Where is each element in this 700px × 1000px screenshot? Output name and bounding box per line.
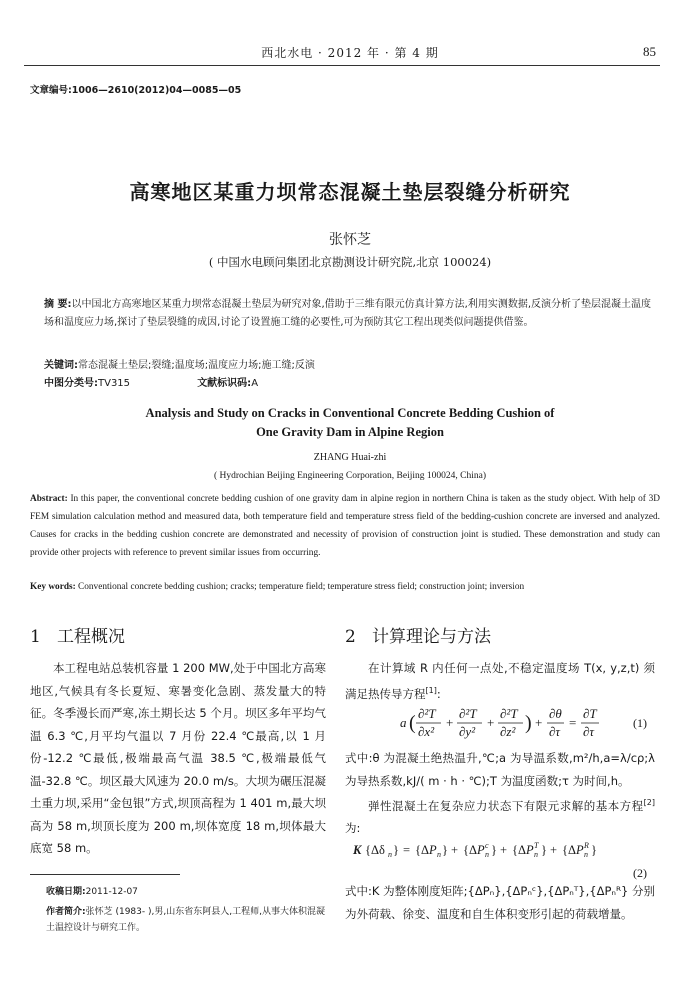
section1-title: 工程概况 (57, 627, 126, 647)
svg-text:{Δδ: {Δδ (365, 843, 385, 857)
svg-text:P: P (429, 843, 437, 857)
svg-text:{Δ: {Δ (463, 843, 478, 857)
bio-label: 作者简介: (46, 907, 86, 917)
svg-text:∂z²: ∂z² (500, 724, 516, 739)
svg-text:∂τ: ∂τ (549, 724, 561, 739)
svg-text:=: = (569, 715, 577, 730)
section2-para3 (345, 792, 655, 840)
english-author: ZHANG Huai-zhi (313, 452, 387, 463)
header-rule (24, 65, 660, 66)
classification-row (44, 374, 660, 389)
svg-text:+: + (550, 843, 558, 857)
svg-text:+: + (500, 843, 508, 857)
section2-para1-text: 在计算域 R 内任何一点处,不稳定温度场 T(x, y,z,t) 须满足热传导方程 (345, 661, 655, 701)
equation-1-number: (1) (633, 716, 647, 730)
footnote-rule (30, 874, 180, 875)
svg-text:+: + (446, 715, 454, 730)
svg-text:+: + (535, 715, 543, 730)
svg-text:{Δ: {Δ (512, 843, 527, 857)
svg-text:{Δ: {Δ (415, 843, 430, 857)
svg-text:(: ( (409, 712, 416, 734)
abstract-cn (44, 296, 660, 332)
abstract-en (30, 490, 660, 562)
equation-1-graphic (345, 703, 655, 743)
svg-text:∂x²: ∂x² (418, 724, 435, 739)
abstract-cn-label: 摘 要: (44, 299, 72, 310)
svg-text:n: n (584, 850, 588, 859)
section1-number: 1 (30, 627, 41, 647)
paper-title: 高寒地区某重力坝常态混凝土垫层裂缝分析研究 (129, 180, 571, 204)
section2-body-end (345, 880, 655, 925)
svg-text:}: } (491, 843, 497, 857)
svg-text:P: P (526, 843, 534, 857)
section1-body (30, 657, 326, 860)
english-title-line1: Analysis and Study on Cracks in Conventional Concrete Bedding Cushion of (145, 406, 555, 420)
clc-value: TV315 (98, 378, 131, 389)
section2-para1-end: : (436, 686, 441, 701)
svg-text:{Δ: {Δ (562, 843, 577, 857)
section1-paragraph: 本工程电站总装机容量 1 200 MW,处于中国北方高寒地区,气候具有冬长夏短、寒暑变化急剧、蒸发量大的特征。冬季漫长而严寒,冻土期长达 5 个月。坝区多年平均气温 6.3 ℃,月平均气温以 7 月份 22.4 ℃最高,以 1 月份-12.2 ℃最低,极端最高气温 38.5 ℃,极端最低气温-32.8 ℃。坝区最大风速为 20.0 m/s。大坝为碾压混凝土重力坝,采用“金包银”方式,坝顶高程为 1 401 m,最大坝高为 58 m,坝顶长度为 200 m,坝体宽度 18 m,坝体最大底宽 58 m。 (30, 661, 326, 855)
section2-para2: 式中:θ 为混凝土绝热温升,℃;a 为导温系数,m²/h,a=λ/cρ;λ 为导热系数,kJ/( m · h · ℃);T 为温度函数;τ 为时间,h。 (345, 751, 655, 788)
page-number: 85 (643, 44, 656, 59)
english-affiliation: ( Hydrochian Beijing Engineering Corporation, Beijing 100024, China) (213, 471, 487, 481)
section2-title: 计算理论与方法 (372, 627, 492, 647)
english-title-line2: One Gravity Dam in Alpine Region (256, 425, 444, 439)
svg-text:∂τ: ∂τ (583, 724, 595, 739)
abstract-cn-text: 以中国北方高寒地区某重力坝常态混凝土垫层为研究对象,借助于三维有限元仿真计算方法,利用实测数据,反演分析了垫层混凝土温度场和温度应力场,探讨了垫层裂缝的成因,讨论了设置施工缝的必要性,可为预防其它工程出现类似问题提供借鉴。 (44, 299, 652, 328)
english-title (0, 404, 700, 442)
section2-body (345, 657, 655, 705)
svg-text:n: n (534, 850, 538, 859)
svg-text:c: c (485, 841, 489, 850)
svg-text:}: } (442, 843, 448, 857)
keywords-cn-label: 关键词: (44, 360, 78, 371)
received-label: 收稿日期: (46, 887, 86, 897)
section2-para3-end: 为: (345, 821, 361, 836)
ref-1: [1] (425, 685, 437, 695)
doc-code-label: 文献标识码: (197, 378, 252, 389)
keywords-en-label: Key words: (30, 582, 76, 592)
footnote (30, 884, 326, 936)
svg-text:n: n (388, 850, 392, 859)
keywords-cn (44, 356, 660, 371)
svg-text:}: } (393, 843, 399, 857)
section2-number: 2 (345, 627, 356, 647)
bio-value: 张怀芝 (1983- ),男,山东省东阿县人,工程师,从事大体积混凝土温控设计与研究工作。 (46, 907, 325, 933)
svg-text:P: P (477, 843, 485, 857)
svg-text:): ) (525, 712, 532, 734)
svg-text:∂²T: ∂²T (459, 706, 477, 721)
svg-text:a: a (400, 715, 407, 730)
keywords-en (30, 582, 660, 592)
abstract-en-label: Abstract: (30, 494, 68, 504)
svg-text:+: + (487, 715, 495, 730)
keywords-en-text: Conventional concrete bedding cushion; cracks; temperature field; temperature stress field; construction joint; inversion (75, 582, 525, 592)
clc-label: 中图分类号: (44, 378, 98, 389)
equation-2 (345, 838, 655, 880)
abstract-en-text: In this paper, the conventional concrete bedding cushion of one gravity dam in alpine region in northern China is taken as the study object. With help of 3D FEM simulation calculation method and measured data, both temperature field and temperature stress field of the bedding-cushion concrete are inversed and analyzed. Causes for cracks in the bedding cushion concrete are demonstrated and necessity of provision of construction joint is studied. These demonstration and study can provide other projects with reference to prevent similar issues from occurring. (30, 494, 660, 558)
equation-2-number: (2) (633, 866, 647, 880)
svg-text:n: n (485, 850, 489, 859)
section2-para4: 式中:K 为整体刚度矩阵;{ΔPₙ},{ΔPₙᶜ},{ΔPₙᵀ},{ΔPₙᴿ} 分别为外荷载、徐变、温度和自生体积变形引起的荷载增量。 (345, 884, 655, 921)
svg-text:∂y²: ∂y² (459, 724, 476, 739)
svg-text:∂θ: ∂θ (549, 706, 562, 721)
article-number: 文章编号:1006—2610(2012)04—0085—05 (30, 85, 242, 96)
svg-text:n: n (437, 850, 441, 859)
svg-text:P: P (576, 843, 584, 857)
svg-text:+: + (451, 843, 459, 857)
section1-heading (30, 622, 125, 647)
svg-text:T: T (534, 841, 539, 850)
doc-code-value: A (251, 378, 259, 389)
keywords-cn-text: 常态混凝土垫层;裂缝;温度场;温度应力场;施工缝;反演 (78, 360, 315, 371)
svg-text:∂²T: ∂²T (418, 706, 436, 721)
received-value: 2011-12-07 (85, 887, 138, 897)
section2-para1 (345, 657, 655, 705)
author-name: 张怀芝 (329, 232, 371, 248)
section2-body-cont (345, 747, 655, 840)
equation-2-graphic (345, 838, 655, 862)
svg-text:}: } (541, 843, 547, 857)
svg-text:}: } (591, 843, 597, 857)
journal-header: 西北水电 · 2012 年 · 第 4 期 (261, 46, 439, 60)
ref-2: [2] (643, 798, 655, 807)
section2-heading (345, 622, 491, 647)
svg-text:R: R (584, 841, 589, 850)
equation-1 (345, 703, 655, 743)
svg-text:∂²T: ∂²T (500, 706, 518, 721)
svg-text:K: K (353, 843, 362, 857)
section2-para3-text: 弹性混凝土在复杂应力状态下有限元求解的基本方程 (368, 798, 644, 813)
svg-text:∂T: ∂T (583, 706, 597, 721)
svg-text:=: = (403, 843, 411, 857)
author-affiliation: ( 中国水电顾问集团北京勘测设计研究院,北京 100024) (208, 255, 492, 269)
